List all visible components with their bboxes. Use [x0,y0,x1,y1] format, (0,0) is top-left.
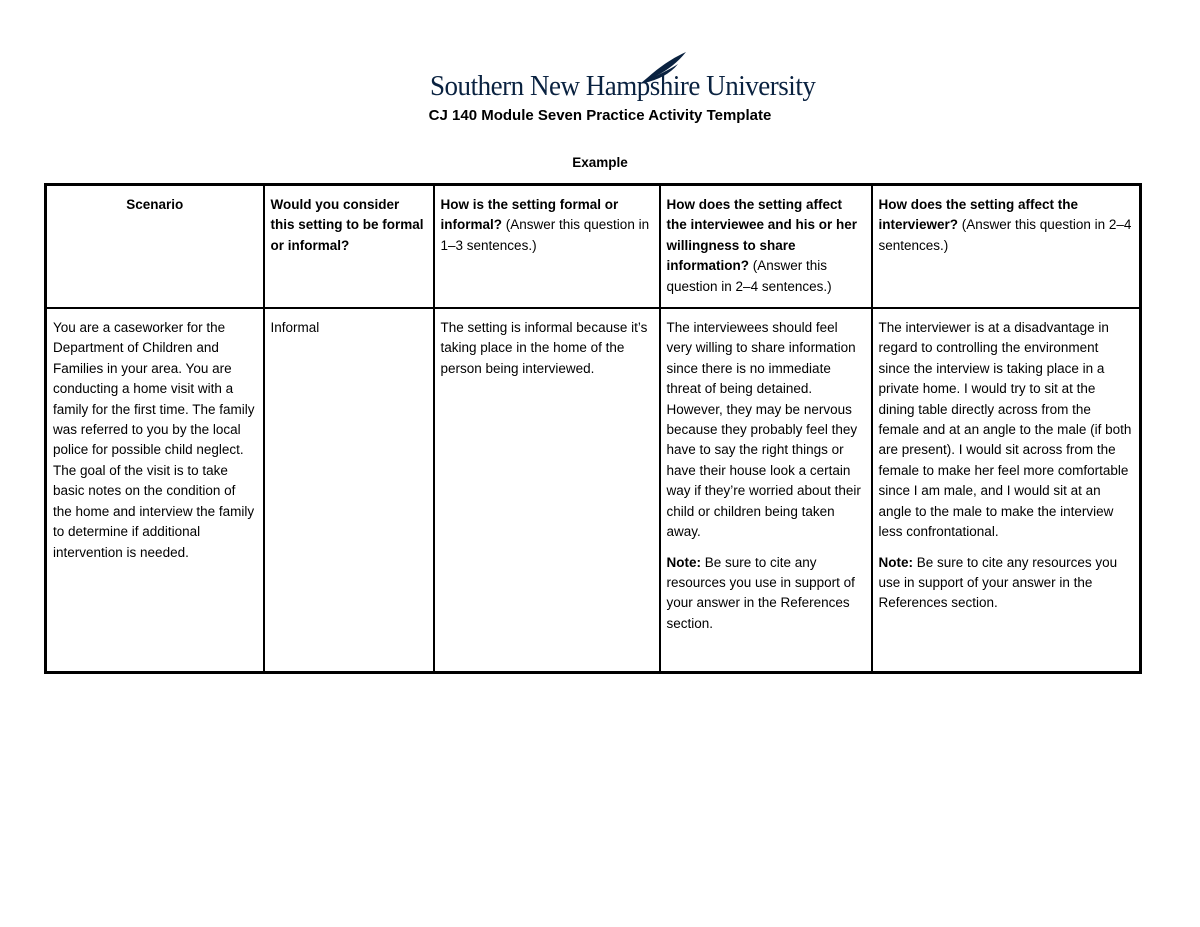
cell-interviewee-effect: The interviewees should feel very willing to share information since there is no immediate threat of being detained. However, they may be nervous because they probably feel they have to say the right things or have their house look a certain way if they’re worried about their child or children being taken away. Note: Be sure to cite any resources you use in support of your answer in the References section. [660,308,872,673]
cell-scenario: You are a caseworker for the Department of Children and Families in your area. You are conducting a home visit with a family for the first time. The family was referred to you by the local police for possible child neglect. The goal of the visit is to take basic notes on the condition of the home and interview the family to determine if additional intervention is needed. [46,308,264,673]
citation-note: Note: Be sure to cite any resources you use in support of your answer in the References section. [666,554,855,631]
header-hint: (Answer this question in 1–3 sentences.) [440,217,650,253]
header-hint: (Answer this question in 2–4 sentences.) [666,258,832,294]
table-row [46,308,1141,673]
cell-how-formal: The setting is informal because it’s taking place in the home of the person being interviewed. [434,308,660,673]
university-logo [430,50,816,106]
cell-classification: Informal [264,308,434,673]
university-name: Southern New Hampshire University [430,70,816,102]
practice-activity-table [44,183,1142,674]
header-formal-informal: Would you consider this setting to be formal or informal? [264,185,434,309]
header-scenario: Scenario [46,185,264,309]
cell-interviewer-effect: The interviewer is at a disadvantage in regard to controlling the environment since the interview is taking place in a private home. I would try to sit at the dining table directly across from the female and at an angle to the male (if both are present). I would sit across from the female to make her feel more comfortable since I am male, and I would sit at an angle to the male to make the interview less confrontational. Note: Be sure to cite any resources you use in support of your answer in the References section. [872,308,1141,673]
header-hint: (Answer this question in 2–4 sentences.) [878,217,1132,253]
header-interviewer-effect: How does the setting affect the interviewer? (Answer this question in 2–4 sentences.) [872,185,1141,309]
header-interviewee-effect: How does the setting affect the interviewee and his or her willingness to share information? (Answer this question in 2–4 sentences.) [660,185,872,309]
table-header-row [46,185,1141,309]
header-how-formal: How is the setting formal or informal? (Answer this question in 1–3 sentences.) [434,185,660,309]
document-title: CJ 140 Module Seven Practice Activity Template [428,107,772,124]
document-subtitle: Example [572,155,628,170]
citation-note: Note: Be sure to cite any resources you use in support of your answer in the References section. [878,554,1118,611]
